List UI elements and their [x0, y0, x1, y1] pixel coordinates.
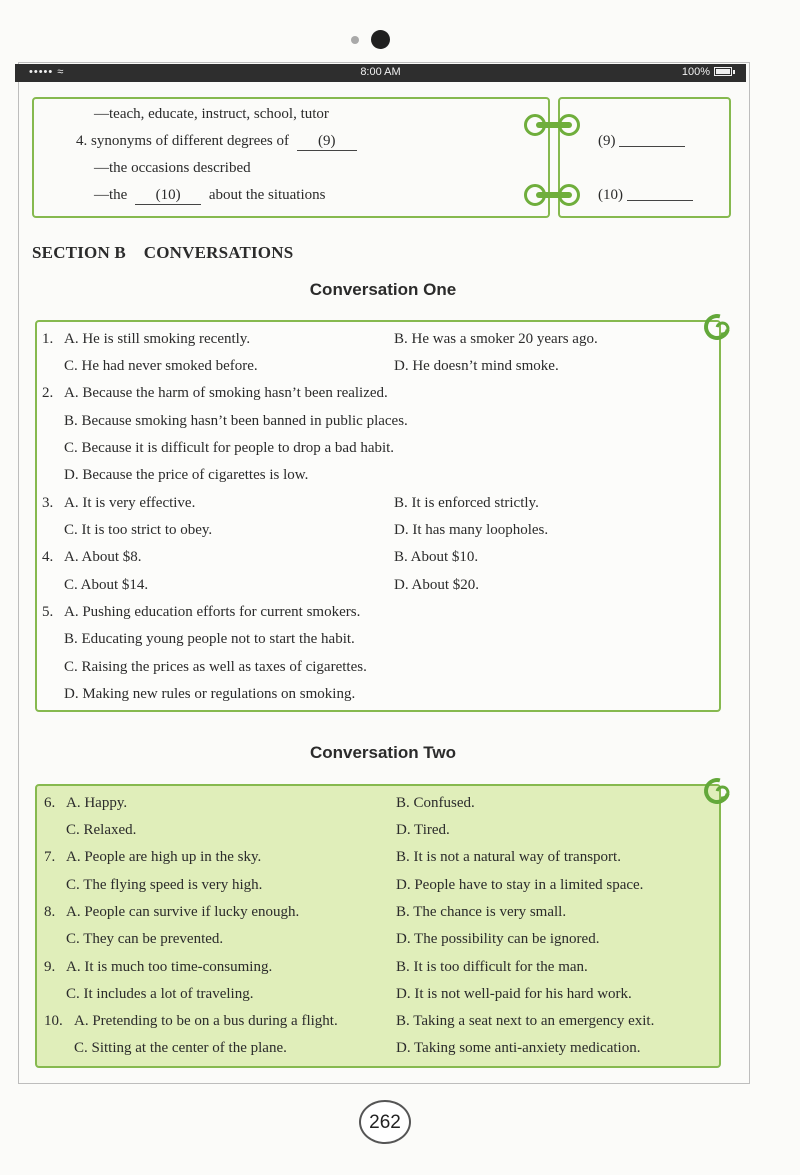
question-number: 9.	[44, 959, 56, 975]
blank-10[interactable]: (10)	[135, 187, 201, 205]
outline-line-3: —the occasions described	[94, 160, 251, 176]
option-5a[interactable]: A. Pushing education efforts for current smokers.	[64, 604, 361, 620]
conversation-one-box	[35, 320, 721, 712]
option-3a[interactable]: A. It is very effective.	[64, 495, 196, 511]
option-8b[interactable]: B. The chance is very small.	[396, 904, 567, 920]
option-7c[interactable]: C. The flying speed is very high.	[66, 877, 263, 893]
question-number: 10.	[44, 1013, 63, 1029]
question-number: 6.	[44, 795, 56, 811]
answer-label-9: (9)	[598, 133, 616, 149]
option-3b[interactable]: B. It is enforced strictly.	[394, 495, 539, 511]
question-number: 8.	[44, 904, 56, 920]
binder-bar	[536, 192, 572, 198]
option-6a[interactable]: A. Happy.	[66, 795, 128, 811]
option-10b[interactable]: B. Taking a seat next to an emergency exit.	[396, 1013, 655, 1029]
answer-blank-9[interactable]	[619, 133, 685, 147]
option-3c[interactable]: C. It is too strict to obey.	[64, 522, 213, 538]
option-10c[interactable]: C. Sitting at the center of the plane.	[74, 1040, 287, 1056]
option-1c[interactable]: C. He had never smoked before.	[64, 358, 258, 374]
question-number: 7.	[44, 849, 56, 865]
option-5d[interactable]: D. Making new rules or regulations on smoking.	[64, 686, 356, 702]
option-4d[interactable]: D. About $20.	[394, 577, 480, 593]
outline-line-4-prefix: —the	[94, 187, 128, 203]
conversation-two-title: Conversation Two	[309, 743, 457, 762]
blank-9[interactable]: (9)	[297, 133, 357, 151]
conversation-one-title: Conversation One	[309, 280, 457, 299]
sensor-dot	[351, 36, 359, 44]
option-8d[interactable]: D. The possibility can be ignored.	[396, 931, 600, 947]
option-3d[interactable]: D. It has many loopholes.	[394, 522, 549, 538]
option-1b[interactable]: B. He was a smoker 20 years ago.	[394, 331, 598, 347]
question-number: 2.	[42, 385, 54, 401]
option-6c[interactable]: C. Relaxed.	[66, 822, 137, 838]
option-6b[interactable]: B. Confused.	[396, 795, 475, 811]
page-number: 262	[369, 1112, 401, 1133]
device-camera	[0, 28, 800, 52]
question-number: 5.	[42, 604, 54, 620]
option-9d[interactable]: D. It is not well-paid for his hard work.	[396, 986, 632, 1002]
option-5b[interactable]: B. Educating young people not to start the habit.	[64, 631, 355, 647]
outline-line-4	[94, 187, 325, 205]
question-number: 3.	[42, 495, 54, 511]
option-2a[interactable]: A. Because the harm of smoking hasn’t been realized.	[64, 385, 388, 401]
option-6d[interactable]: D. Tired.	[396, 822, 450, 838]
battery-percent: 100%	[681, 66, 710, 78]
outline-line-1: —teach, educate, instruct, school, tutor	[94, 106, 329, 122]
option-4b[interactable]: B. About $10.	[394, 549, 479, 565]
option-4a[interactable]: A. About $8.	[64, 549, 142, 565]
option-2c[interactable]: C. Because it is difficult for people to drop a bad habit.	[64, 440, 395, 456]
option-7a[interactable]: A. People are high up in the sky.	[66, 849, 262, 865]
question-number: 1.	[42, 331, 54, 347]
option-10d[interactable]: D. Taking some anti-anxiety medication.	[396, 1040, 641, 1056]
option-10a[interactable]: A. Pretending to be on a bus during a flight.	[74, 1013, 338, 1029]
option-9c[interactable]: C. It includes a lot of traveling.	[66, 986, 254, 1002]
answer-line-9	[598, 133, 685, 150]
outline-line-2	[76, 133, 357, 151]
signal-icon: ••••• ≈	[29, 66, 65, 78]
option-4c[interactable]: C. About $14.	[64, 577, 149, 593]
page-number-badge	[359, 1100, 411, 1144]
outline-line-2-text: 4. synonyms of different degrees of	[76, 133, 290, 149]
option-9b[interactable]: B. It is too difficult for the man.	[396, 959, 588, 975]
binder-bar	[536, 122, 572, 128]
answer-label-10: (10)	[598, 187, 623, 203]
status-bar	[15, 64, 746, 82]
battery-icon	[714, 67, 732, 76]
option-2d[interactable]: D. Because the price of cigarettes is low.	[64, 467, 309, 483]
option-1d[interactable]: D. He doesn’t mind smoke.	[394, 358, 559, 374]
section-heading: SECTION B CONVERSATIONS	[32, 243, 294, 262]
camera-dot	[371, 30, 390, 49]
option-7b[interactable]: B. It is not a natural way of transport.	[396, 849, 621, 865]
answer-line-10	[598, 187, 693, 204]
option-1a[interactable]: A. He is still smoking recently.	[64, 331, 251, 347]
option-9a[interactable]: A. It is much too time-consuming.	[66, 959, 273, 975]
option-8a[interactable]: A. People can survive if lucky enough.	[66, 904, 300, 920]
battery-indicator	[682, 66, 732, 78]
option-5c[interactable]: C. Raising the prices as well as taxes of cigarettes.	[64, 659, 367, 675]
option-2b[interactable]: B. Because smoking hasn’t been banned in public places.	[64, 413, 408, 429]
question-number: 4.	[42, 549, 54, 565]
option-8c[interactable]: C. They can be prevented.	[66, 931, 224, 947]
status-time: 8:00 AM	[360, 66, 401, 78]
option-7d[interactable]: D. People have to stay in a limited space.	[396, 877, 644, 893]
answer-blank-10[interactable]	[627, 187, 693, 201]
outline-line-4-suffix: about the situations	[208, 187, 326, 203]
